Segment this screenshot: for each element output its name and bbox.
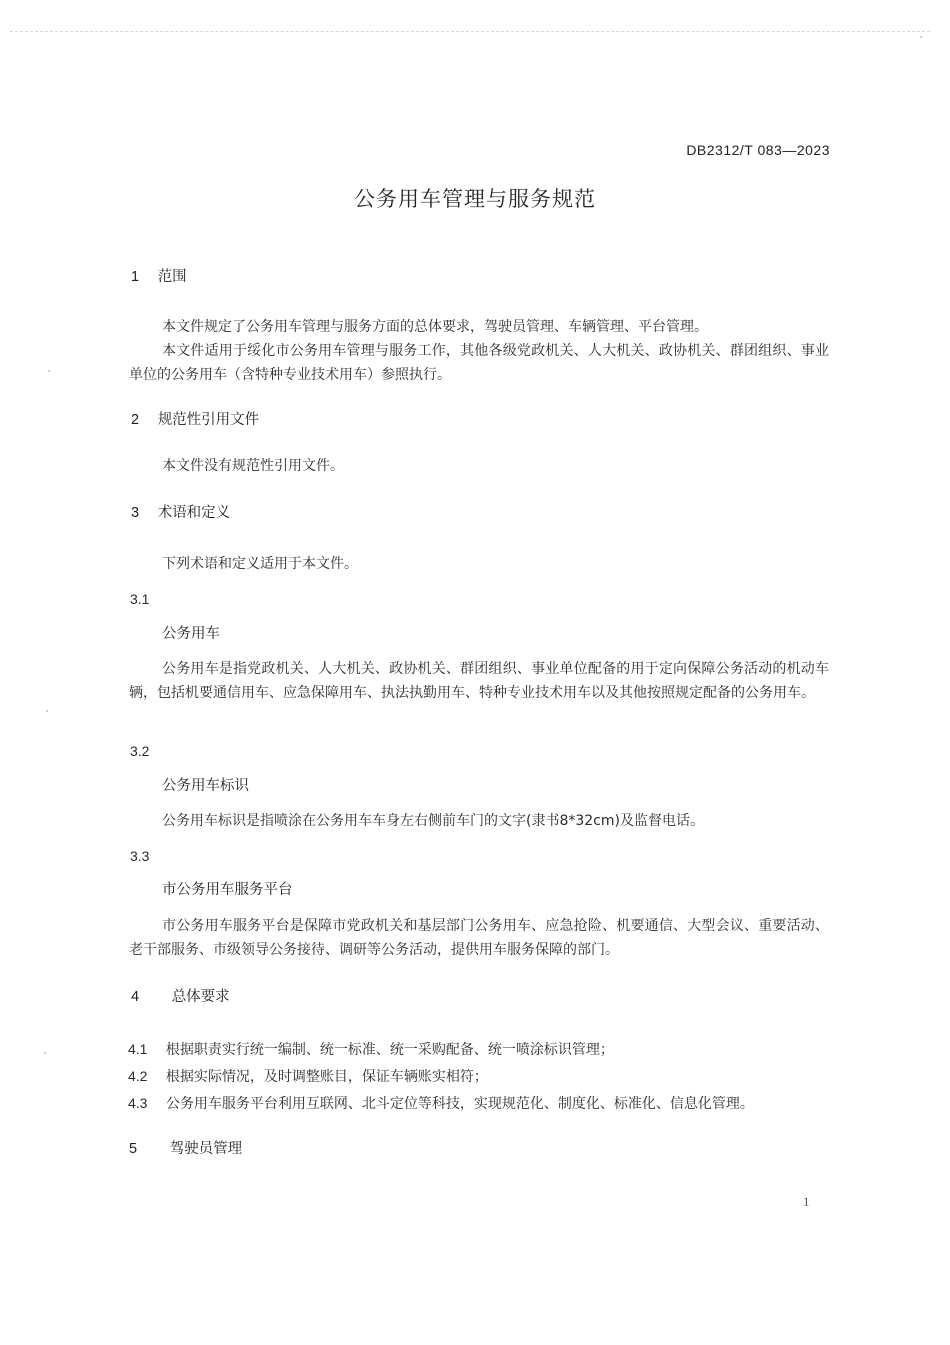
term-name: 公务用车 <box>162 626 220 642</box>
paragraph: 本文件适用于绥化市公务用车管理与服务工作，其他各级党政机关、人大机关、政协机关、群团组织、事业单位的公务用车（含特种专业技术用车）参照执行。 <box>129 343 829 383</box>
list-item-number: 4.1 <box>128 1041 148 1057</box>
list-item <box>128 1039 614 1060</box>
term-name: 公务用车标识 <box>162 778 249 794</box>
list-item-text: 根据职责实行统一编制、统一标准、统一采购配备、统一喷涂标识管理； <box>165 1042 614 1058</box>
section-title: 规范性引用文件 <box>157 412 260 428</box>
term-number: 3.2 <box>130 743 150 759</box>
list-item <box>128 1093 754 1114</box>
section-heading <box>131 410 259 430</box>
section-heading <box>131 987 230 1007</box>
section-title: 术语和定义 <box>157 505 231 521</box>
section-number: 4 <box>131 989 140 1005</box>
section-title: 驾驶员管理 <box>169 1141 243 1157</box>
scan-speck <box>46 710 48 712</box>
term-number: 3.3 <box>130 848 150 864</box>
list-item-text: 根据实际情况，及时调整账目，保证车辆账实相符； <box>165 1069 488 1085</box>
section-number: 3 <box>131 505 140 521</box>
section-heading <box>131 267 187 287</box>
document-title: 公务用车管理与服务规范 <box>354 187 596 211</box>
term-definition: 市公务用车服务平台是保障市党政机关和基层部门公务用车、应急抢险、机要通信、大型会议、重要活动、老干部服务、市级领导公务接待、调研等公务活动，提供用车服务保障的部门。 <box>129 918 829 958</box>
section-heading <box>129 1139 242 1159</box>
section-number: 1 <box>131 269 140 285</box>
list-item <box>128 1066 488 1087</box>
list-item-text: 公务用车服务平台利用互联网、北斗定位等科技，实现规范化、制度化、标准化、信息化管理。 <box>165 1096 754 1112</box>
scan-speck <box>48 370 50 372</box>
term-name: 市公务用车服务平台 <box>162 882 293 898</box>
term-definition: 公务用车标识是指喷涂在公务用车车身左右侧前车门的文字(隶书8*32cm)及监督电话。 <box>162 813 704 829</box>
scan-speck <box>920 36 922 38</box>
paragraph: 本文件规定了公务用车管理与服务方面的总体要求，驾驶员管理、车辆管理、平台管理。 <box>162 319 708 335</box>
list-item-number: 4.3 <box>128 1095 148 1111</box>
section-number: 2 <box>131 412 140 428</box>
document-code: DB2312/T 083—2023 <box>686 142 830 158</box>
section-title: 范围 <box>157 269 187 285</box>
scan-speck <box>44 1052 46 1054</box>
list-item-number: 4.2 <box>128 1068 148 1084</box>
term-definition: 公务用车是指党政机关、人大机关、政协机关、群团组织、事业单位配备的用于定向保障公务活动的机动车辆，包括机要通信用车、应急保障用车、执法执勤用车、特种专业技术用车以及其他按照规定配备的公务用车。 <box>129 661 829 701</box>
section-heading <box>131 503 230 523</box>
term-number: 3.1 <box>130 591 150 607</box>
paragraph: 下列术语和定义适用于本文件。 <box>162 556 358 572</box>
page-number: 1 <box>803 1194 810 1209</box>
section-title: 总体要求 <box>171 989 230 1005</box>
scan-artifact-line <box>10 31 930 32</box>
section-number: 5 <box>129 1141 138 1157</box>
paragraph: 本文件没有规范性引用文件。 <box>162 458 344 474</box>
